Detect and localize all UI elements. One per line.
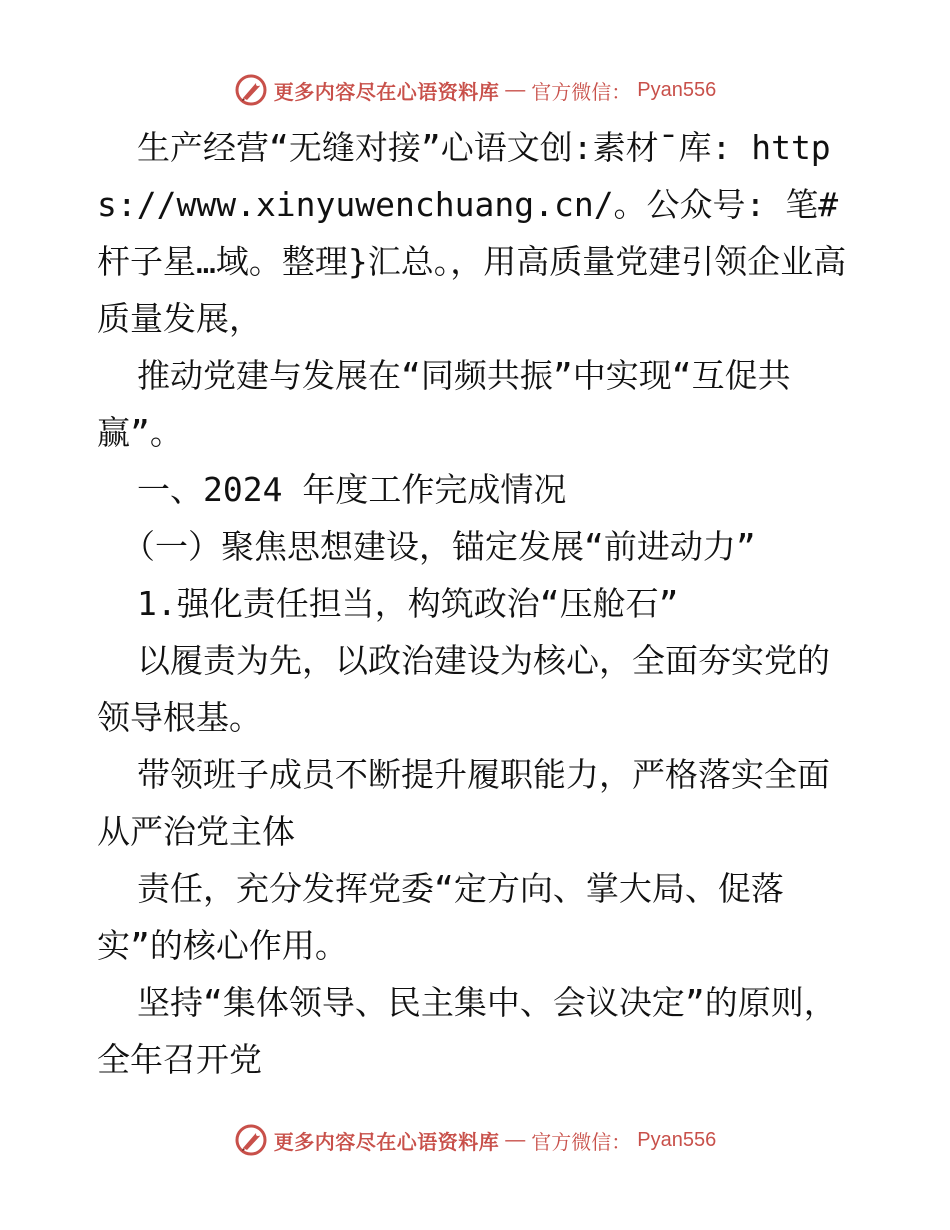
header-banner [0, 70, 950, 110]
footer-banner [0, 1120, 950, 1160]
banner-main-text: 更多内容尽在心语资料库 [273, 1129, 500, 1154]
banner-main-text: 更多内容尽在心语资料库 [273, 79, 500, 104]
pen-logo-icon [234, 73, 268, 107]
subsection-heading: （一）聚焦思想建设，锚定发展“前进动力” [122, 527, 756, 566]
banner-wechat-id: Pyan556 [637, 78, 717, 101]
banner-wechat-label: 官方微信： [531, 79, 632, 104]
document-body [97, 119, 857, 1088]
banner-wechat-label: 官方微信： [531, 1129, 632, 1154]
paragraph: 带领班子成员不断提升履职能力，严格落实全面从严治党主体 [97, 755, 830, 851]
banner-separator: — [505, 1128, 526, 1151]
banner-wechat-id: Pyan556 [637, 1128, 717, 1151]
paragraph: 推动党建与发展在“同频共振”中实现“互促共赢”。 [97, 356, 791, 452]
item-heading: 1.强化责任担当，构筑政治“压舱石” [137, 584, 679, 623]
section-heading: 一、2024 年度工作完成情况 [137, 470, 567, 509]
banner-separator: — [505, 78, 526, 101]
paragraph: 生产经营“无缝对接”心语文创:素材¯库: https://www.xinyuwenchuang.cn/。公众号: 笔#杆子星…域。整理}汇总。，用高质量党建引领企业高质量发展， [97, 128, 847, 338]
pen-logo-icon [234, 1123, 268, 1157]
paragraph: 以履责为先，以政治建设为核心，全面夯实党的领导根基。 [97, 641, 830, 737]
paragraph: 责任，充分发挥党委“定方向、掌大局、促落实”的核心作用。 [97, 869, 784, 965]
paragraph: 坚持“集体领导、民主集中、会议决定”的原则，全年召开党 [97, 983, 837, 1079]
